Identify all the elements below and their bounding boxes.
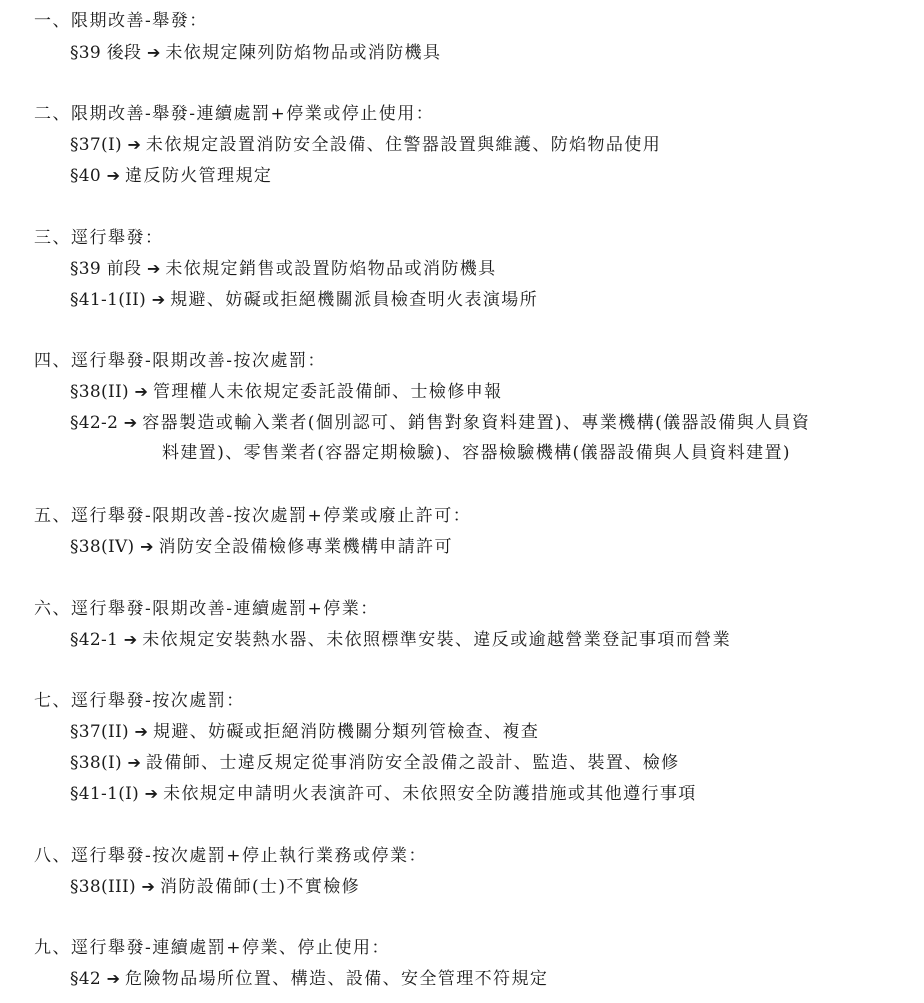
article-item (70, 380, 503, 404)
arrow-right-icon: ➔ (106, 166, 122, 185)
article-text: 消防安全設備檢修專業機構申請許可 (158, 537, 453, 557)
article-text: 未依規定設置消防安全設備、住警器設置與維護、防焰物品使用 (145, 135, 662, 155)
article-item (70, 751, 680, 775)
arrow-right-icon: ➔ (134, 382, 150, 401)
section-heading: 四、逕行舉發-限期改善-按次處罰： (34, 351, 326, 371)
arrow-right-icon: ➔ (141, 877, 157, 896)
article-code: §39 後段 (70, 43, 142, 63)
article-code: §37(II) (70, 722, 129, 742)
article-text: 危險物品場所位置、構造、設備、安全管理不符規定 (125, 969, 549, 989)
article-text: 容器製造或輸入業者(個別認可、銷售對象資料建置)、專業機構(儀器設備與人員資 (142, 413, 811, 433)
article-item (70, 288, 538, 312)
article-text: 設備師、士違反規定從事消防安全設備之設計、監造、裝置、檢修 (145, 753, 680, 773)
article-code: §42-1 (70, 630, 119, 650)
section-heading: 三、逕行舉發： (34, 228, 164, 248)
article-code: §38(III) (70, 877, 136, 897)
arrow-right-icon: ➔ (144, 784, 160, 803)
article-item (70, 967, 548, 991)
article-text: 規避、妨礙或拒絕機關派員檢查明火表演場所 (170, 290, 539, 310)
article-item (70, 411, 810, 435)
article-item (70, 782, 697, 806)
arrow-right-icon: ➔ (151, 290, 167, 309)
arrow-right-icon: ➔ (146, 43, 162, 62)
article-code: §40 (70, 166, 102, 186)
article-code: §42-2 (70, 413, 119, 433)
arrow-right-icon: ➔ (127, 753, 143, 772)
article-text-continuation: 料建置)、零售業者(容器定期檢驗)、容器檢驗機構(儀器設備與人員資料建置) (162, 443, 791, 463)
article-code: §37(I) (70, 135, 122, 155)
article-item (70, 628, 731, 652)
article-item (70, 535, 453, 559)
arrow-right-icon: ➔ (123, 413, 139, 432)
arrow-right-icon: ➔ (106, 969, 122, 988)
section-heading: 八、逕行舉發-按次處罰+停止執行業務或停業： (34, 846, 427, 866)
section-heading: 六、逕行舉發-限期改善-連續處罰+停業： (34, 599, 379, 619)
article-text: 未依規定陳列防焰物品或消防機具 (165, 43, 442, 63)
article-item (70, 875, 360, 899)
arrow-right-icon: ➔ (134, 722, 150, 741)
article-text: 未依規定安裝熱水器、未依照標準安裝、違反或逾越營業登記事項而營業 (142, 630, 732, 650)
article-item (70, 41, 441, 65)
article-item (70, 133, 661, 157)
article-item (70, 257, 497, 281)
article-code: §39 前段 (70, 259, 142, 279)
article-item (70, 164, 272, 188)
article-code: §38(I) (70, 753, 122, 773)
article-item (70, 720, 539, 744)
article-code: §38(II) (70, 382, 129, 402)
arrow-right-icon: ➔ (123, 630, 139, 649)
article-text: 未依規定申請明火表演許可、未依照安全防護措施或其他遵行事項 (163, 784, 697, 804)
article-text: 未依規定銷售或設置防焰物品或消防機具 (165, 259, 497, 279)
article-text: 管理權人未依規定委託設備師、士檢修申報 (152, 382, 503, 402)
article-code: §38(IV) (70, 537, 135, 557)
section-heading: 七、逕行舉發-按次處罰： (34, 691, 245, 711)
article-text: 規避、妨礙或拒絕消防機關分類列管檢查、複查 (152, 722, 540, 742)
section-heading: 九、逕行舉發-連續處罰+停業、停止使用： (34, 938, 390, 958)
article-code: §42 (70, 969, 102, 989)
article-code: §41-1(II) (70, 290, 147, 310)
section-heading: 一、限期改善-舉發： (34, 11, 208, 31)
article-text: 消防設備師(士)不實檢修 (159, 877, 361, 897)
section-heading: 五、逕行舉發-限期改善-按次處罰+停業或廢止許可： (34, 506, 472, 526)
article-text: 違反防火管理規定 (125, 166, 273, 186)
arrow-right-icon: ➔ (140, 537, 155, 556)
arrow-right-icon: ➔ (146, 259, 162, 278)
section-heading: 二、限期改善-舉發-連續處罰+停業或停止使用： (34, 104, 435, 124)
article-code: §41-1(I) (70, 784, 140, 804)
arrow-right-icon: ➔ (127, 135, 143, 154)
